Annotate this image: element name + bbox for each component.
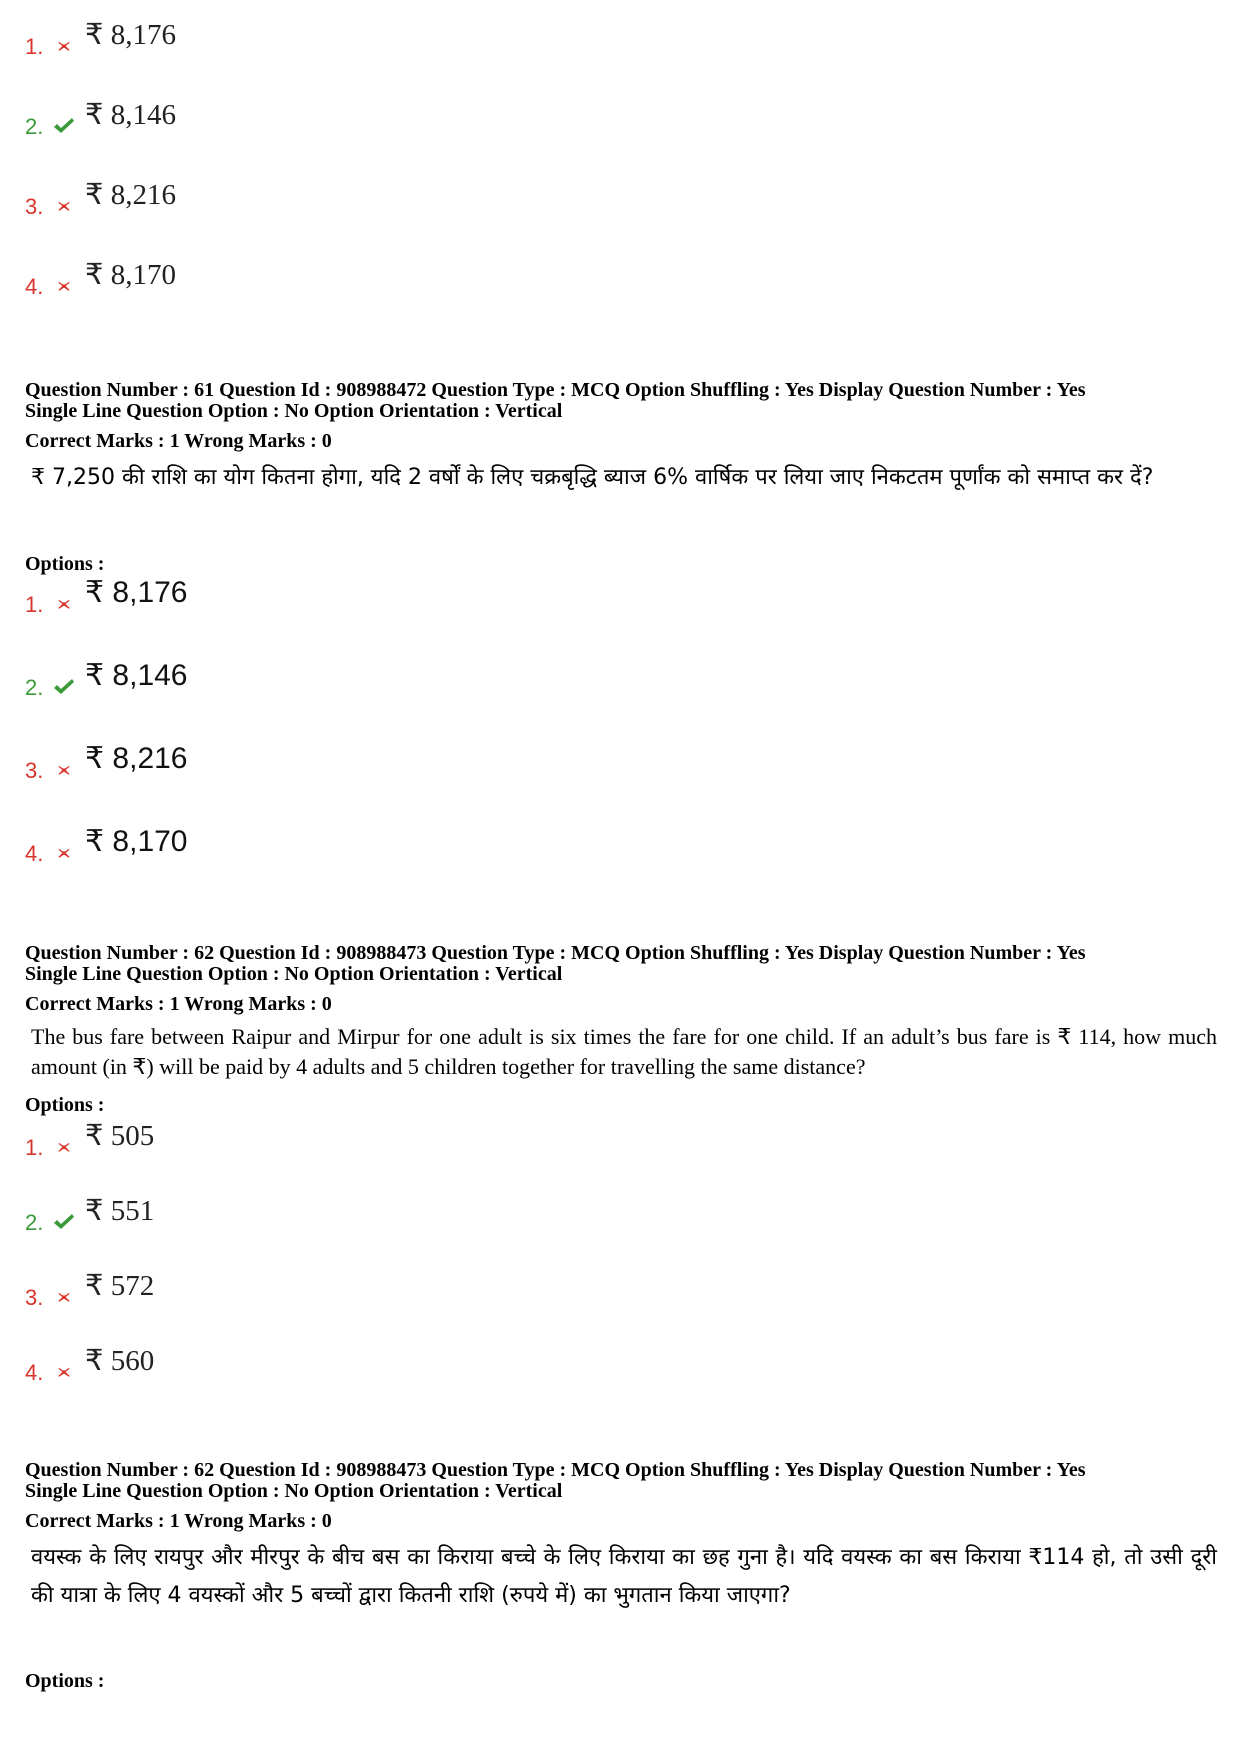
option-number: 3. — [25, 194, 44, 219]
option-number: 3. — [25, 758, 44, 783]
option-value: ₹ 551 — [85, 1195, 155, 1227]
cross-icon — [49, 1133, 79, 1161]
list-item — [25, 661, 188, 701]
question-meta: Single Line Question Option : No Option Orientation : Vertical — [25, 1480, 563, 1502]
cross-icon — [49, 32, 79, 60]
cross-icon — [49, 1358, 79, 1386]
option-value: ₹ 8,170 — [85, 825, 188, 858]
cross-icon — [49, 590, 79, 618]
option-value: ₹ 8,216 — [85, 742, 188, 775]
question-meta: Question Number : 62 Question Id : 908988473 Question Type : MCQ Option Shuffling : Yes Display Question Number : Yes — [25, 1459, 1086, 1481]
check-icon — [49, 112, 79, 140]
cross-icon — [49, 192, 79, 220]
list-item — [25, 20, 176, 60]
options-label: Options : — [25, 553, 105, 575]
marks-info: Correct Marks : 1 Wrong Marks : 0 — [25, 1510, 332, 1532]
question-62-english — [25, 943, 1225, 1082]
option-number: 2. — [25, 675, 44, 700]
option-number: 1. — [25, 34, 44, 59]
question-meta: Single Line Question Option : No Option Orientation : Vertical — [25, 400, 563, 422]
option-value: ₹ 8,176 — [85, 576, 188, 609]
option-value: ₹ 8,146 — [85, 99, 176, 131]
option-number: 4. — [25, 1360, 44, 1385]
cross-icon — [49, 839, 79, 867]
options-label: Options : — [25, 1670, 105, 1692]
list-item — [25, 827, 188, 867]
list-item — [25, 100, 176, 140]
question-meta: Single Line Question Option : No Option Orientation : Vertical — [25, 963, 563, 985]
option-number: 4. — [25, 274, 44, 299]
option-number: 3. — [25, 1285, 44, 1310]
question-text: वयस्क के लिए रायपुर और मीरपुर के बीच बस का किराया बच्चे के लिए किराया का छह गुना है। यदि वयस्क का बस किराया ₹114 हो, तो उसी दूरी की यात्रा के लिए 4 वयस्कों और 5 बच्चों द्वारा कितनी राशि (रुपये में) का भुगतान किया जाएगा? — [31, 1545, 1217, 1608]
cross-icon — [49, 1283, 79, 1311]
options-label: Options : — [25, 1094, 105, 1116]
question-meta: Question Number : 61 Question Id : 908988472 Question Type : MCQ Option Shuffling : Yes Display Question Number : Yes — [25, 379, 1086, 401]
check-icon — [49, 1208, 79, 1236]
question-meta: Question Number : 62 Question Id : 908988473 Question Type : MCQ Option Shuffling : Yes Display Question Number : Yes — [25, 942, 1086, 964]
question-62-hindi — [25, 1460, 1225, 1615]
option-value: ₹ 572 — [85, 1270, 155, 1302]
question-61 — [25, 380, 1225, 497]
check-icon — [49, 673, 79, 701]
option-value: ₹ 505 — [85, 1120, 155, 1152]
list-item — [25, 1121, 154, 1161]
cross-icon — [49, 756, 79, 784]
list-item — [25, 1196, 154, 1236]
list-item — [25, 578, 188, 618]
option-value: ₹ 560 — [85, 1345, 155, 1377]
list-item — [25, 744, 188, 784]
option-value: ₹ 8,170 — [85, 259, 176, 291]
question-text: The bus fare between Raipur and Mirpur for one adult is six times the fare for one child. If an adult’s bus fare is ₹ 114, how much amount (in ₹) will be paid by 4 adults and 5 children together for travelling the same distance? — [31, 1024, 1217, 1079]
option-number: 1. — [25, 1135, 44, 1160]
list-item — [25, 1271, 154, 1311]
option-number: 2. — [25, 1210, 44, 1235]
option-value: ₹ 8,146 — [85, 659, 188, 692]
option-value: ₹ 8,216 — [85, 179, 176, 211]
list-item — [25, 180, 176, 220]
list-item — [25, 260, 176, 300]
question-text: ₹ 7,250 की राशि का योग कितना होगा, यदि 2 वर्षों के लिए चक्रबृद्धि ब्याज 6% वार्षिक पर लिया जाए निकटतम पूर्णांक को समाप्त कर दें? — [31, 465, 1154, 490]
option-number: 1. — [25, 592, 44, 617]
option-number: 2. — [25, 114, 44, 139]
cross-icon — [49, 272, 79, 300]
option-number: 4. — [25, 841, 44, 866]
list-item — [25, 1346, 154, 1386]
marks-info: Correct Marks : 1 Wrong Marks : 0 — [25, 993, 332, 1015]
marks-info: Correct Marks : 1 Wrong Marks : 0 — [25, 430, 332, 452]
option-value: ₹ 8,176 — [85, 19, 176, 51]
